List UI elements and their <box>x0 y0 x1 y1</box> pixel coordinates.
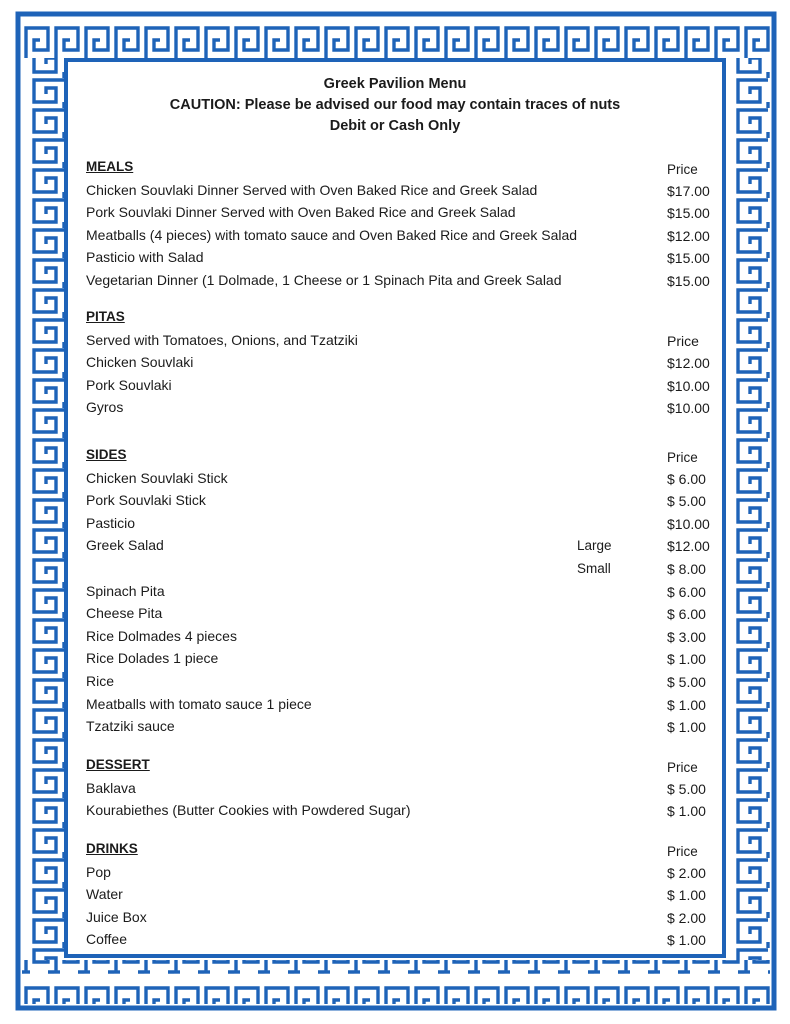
item-name: Meatballs with tomato sauce 1 piece <box>86 695 312 712</box>
menu-item <box>70 625 720 648</box>
item-price: $ 1.00 <box>667 887 706 904</box>
item-name: Pasticio <box>86 514 136 531</box>
menu-item <box>70 179 720 202</box>
menu-item <box>70 467 720 490</box>
item-name: Meatballs (4 pieces) with tomato sauce and Oven Baked Rice and Greek Salad <box>86 226 578 243</box>
item-name: Tzatziki sauce <box>86 718 175 735</box>
item-name: Cheese Pita <box>86 605 163 622</box>
item-name: Chicken Souvlaki <box>86 354 194 371</box>
section-pitas <box>70 306 720 419</box>
section-heading: MEALS <box>86 159 134 174</box>
section-dessert <box>70 754 720 822</box>
section-heading: PITAS <box>86 309 125 324</box>
item-size: Large <box>577 538 612 554</box>
section-note-row <box>70 329 720 352</box>
item-name: Pork Souvlaki Stick <box>86 492 206 509</box>
item-price: $15.00 <box>667 272 710 289</box>
menu-panel <box>70 64 720 952</box>
item-price: $ 6.00 <box>667 583 706 600</box>
price-column-header: Price <box>667 450 698 465</box>
section-header <box>70 754 720 777</box>
section-meals <box>70 156 720 292</box>
section-header <box>70 444 720 467</box>
menu-item <box>70 777 720 800</box>
menu-header <box>70 74 720 137</box>
item-price: $17.00 <box>667 182 710 199</box>
price-column-header: Price <box>667 760 698 775</box>
menu-item <box>70 883 720 906</box>
menu-item <box>70 715 720 738</box>
item-price: $ 3.00 <box>667 628 706 645</box>
item-name: Kourabiethes (Butter Cookies with Powdered Sugar) <box>86 802 411 819</box>
item-price: $ 6.00 <box>667 470 706 487</box>
item-name: Rice Dolmades 4 pieces <box>86 627 237 644</box>
menu-item <box>70 602 720 625</box>
item-price: $12.00 <box>667 538 710 555</box>
item-price: $ 1.00 <box>667 803 706 820</box>
item-price: $12.00 <box>667 355 710 372</box>
item-name: Vegetarian Dinner (1 Dolmade, 1 Cheese or 1 Spinach Pita and Greek Salad <box>86 271 562 288</box>
item-name: Rice Dolades 1 piece <box>86 650 219 667</box>
menu-item <box>70 512 720 535</box>
menu-item <box>70 580 720 603</box>
menu-item <box>70 861 720 884</box>
section-header <box>70 156 720 179</box>
item-price: $15.00 <box>667 250 710 267</box>
section-heading: DESSERT <box>86 757 150 772</box>
menu-item <box>70 928 720 951</box>
item-name: Chicken Souvlaki Stick <box>86 469 228 486</box>
section-heading: DRINKS <box>86 841 138 856</box>
section-note: Served with Tomatoes, Onions, and Tzatziki <box>86 331 358 348</box>
item-price: $10.00 <box>667 400 710 417</box>
section-heading: SIDES <box>86 447 127 462</box>
menu-item <box>70 647 720 670</box>
item-name: Baklava <box>86 779 136 796</box>
payment-notice: Debit or Cash Only <box>329 118 461 134</box>
menu-title: Greek Pavilion Menu <box>323 76 467 92</box>
price-column-header: Price <box>667 844 698 859</box>
item-price: $12.00 <box>667 227 710 244</box>
item-price: $10.00 <box>667 377 710 394</box>
item-name: Chicken Souvlaki Dinner Served with Oven Baked Rice and Greek Salad <box>86 181 538 198</box>
item-price: $ 2.00 <box>667 864 706 881</box>
item-name: Gyros <box>86 399 124 416</box>
menu-item <box>70 557 720 580</box>
item-price: $ 5.00 <box>667 493 706 510</box>
item-price: $ 1.00 <box>667 719 706 736</box>
item-price: $ 1.00 <box>667 651 706 668</box>
item-price: $ 1.00 <box>667 932 706 949</box>
item-price: $ 5.00 <box>667 673 706 690</box>
item-price: $ 6.00 <box>667 606 706 623</box>
section-drinks <box>70 838 720 951</box>
item-name: Greek Salad <box>86 537 164 554</box>
item-name: Pork Souvlaki <box>86 376 172 393</box>
item-price: $ 5.00 <box>667 780 706 797</box>
item-name: Coffee <box>86 931 127 948</box>
caution-notice: CAUTION: Please be advised our food may contain traces of nuts <box>169 97 621 113</box>
item-name: Pasticio with Salad <box>86 249 204 266</box>
item-price: $ 1.00 <box>667 696 706 713</box>
item-name: Pop <box>86 863 111 880</box>
menu-item <box>70 906 720 929</box>
item-price: $15.00 <box>667 205 710 222</box>
item-size: Small <box>577 560 611 576</box>
item-name: Pork Souvlaki Dinner Served with Oven Baked Rice and Greek Salad <box>86 204 516 221</box>
menu-item <box>70 489 720 512</box>
menu-item <box>70 201 720 224</box>
section-header <box>70 838 720 861</box>
section-header <box>70 306 720 329</box>
menu-item <box>70 224 720 247</box>
menu-item <box>70 396 720 419</box>
menu-item <box>70 670 720 693</box>
item-price: $10.00 <box>667 515 710 532</box>
menu-item <box>70 246 720 269</box>
item-name: Juice Box <box>86 908 147 925</box>
item-name: Spinach Pita <box>86 582 165 599</box>
menu-item <box>70 799 720 822</box>
item-name: Rice <box>86 672 115 689</box>
menu-item <box>70 374 720 397</box>
item-price: $ 8.00 <box>667 560 706 577</box>
price-column-header: Price <box>667 162 698 177</box>
item-price: $ 2.00 <box>667 909 706 926</box>
menu-item <box>70 534 720 557</box>
item-name: Water <box>86 886 123 903</box>
menu-item <box>70 269 720 292</box>
menu-item <box>70 351 720 374</box>
price-column-header: Price <box>667 332 699 349</box>
section-sides <box>70 444 720 738</box>
menu-item <box>70 693 720 716</box>
